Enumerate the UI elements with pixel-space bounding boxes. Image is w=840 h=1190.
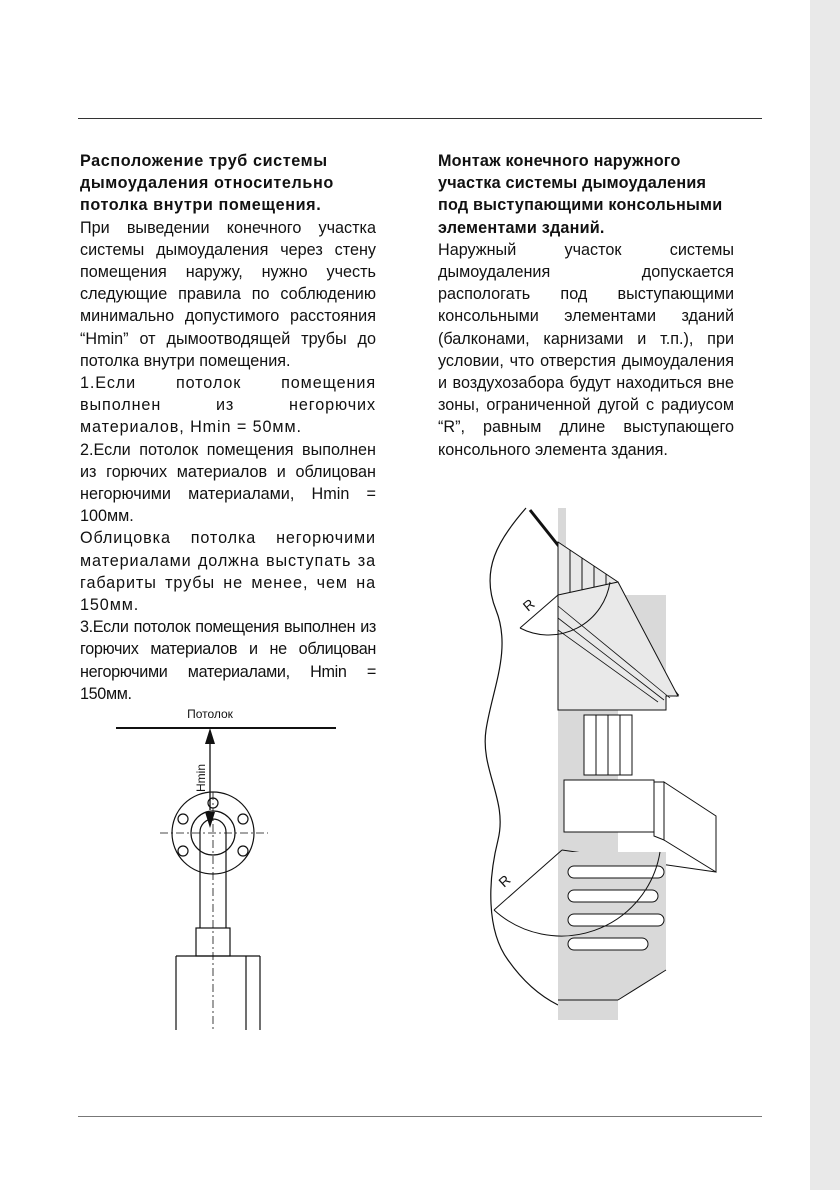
cantilever-clearance-diagram: [478, 500, 748, 1020]
right-body: Наружный участок системы дымоудаления допускается распологать под выступающими консольными элементами зданий (балконами, карнизами и т.п.), при условии, что отверстия дымоудаления и воздухозабора будут находиться вне зоны, ограниченной дугой с радиусом “R”, равным длине выступающего консольного элемента здания.: [438, 240, 734, 459]
hmin-label: Hmin: [194, 763, 208, 792]
window: [584, 715, 632, 775]
footer-rule: [78, 1116, 762, 1117]
side-margin-strip: [810, 0, 840, 1190]
right-column: [438, 150, 734, 461]
rule-item-3: 3.Если потолок помещения выполнен из горючих материалов и не облицован негорючими материалами, Hmin = 150мм.: [80, 618, 376, 703]
ceiling-label: Потолок: [187, 707, 233, 721]
header-rule: [78, 118, 762, 119]
right-heading: Монтаж конечного наружного участка системы дымоудаления под выступающими консольными элементами зданий.: [438, 152, 723, 237]
ceiling-clearance-diagram: [110, 700, 350, 1030]
cladding-note: Облицовка потолка негорючими материалами должна выступать за габариты трубы не менее, чем на 150мм.: [80, 529, 376, 615]
left-column: [80, 150, 376, 705]
left-heading: Расположение труб системы дымоудаления относительно потолка внутри помещения.: [80, 152, 334, 215]
radius-label-top: R: [519, 595, 538, 615]
rule-item-2: 2.Если потолок помещения выполнен из горючих материалов и облицован негорючими материалами, Hmin = 100мм.: [80, 440, 376, 526]
radius-label-bottom: R: [495, 871, 514, 891]
left-intro: При выведении конечного участка системы дымоудаления через стену помещения наружу, нужно учесть следующие правила по соблюдению минимально допустимого расстояния “Hmin” от дымоотводящей трубы до потолка внутри помещения.: [80, 218, 376, 370]
break-line: [485, 508, 558, 1005]
rule-item-1: 1.Если потолок помещения выполнен из негорючих материалов, Hmin = 50мм.: [80, 374, 376, 437]
